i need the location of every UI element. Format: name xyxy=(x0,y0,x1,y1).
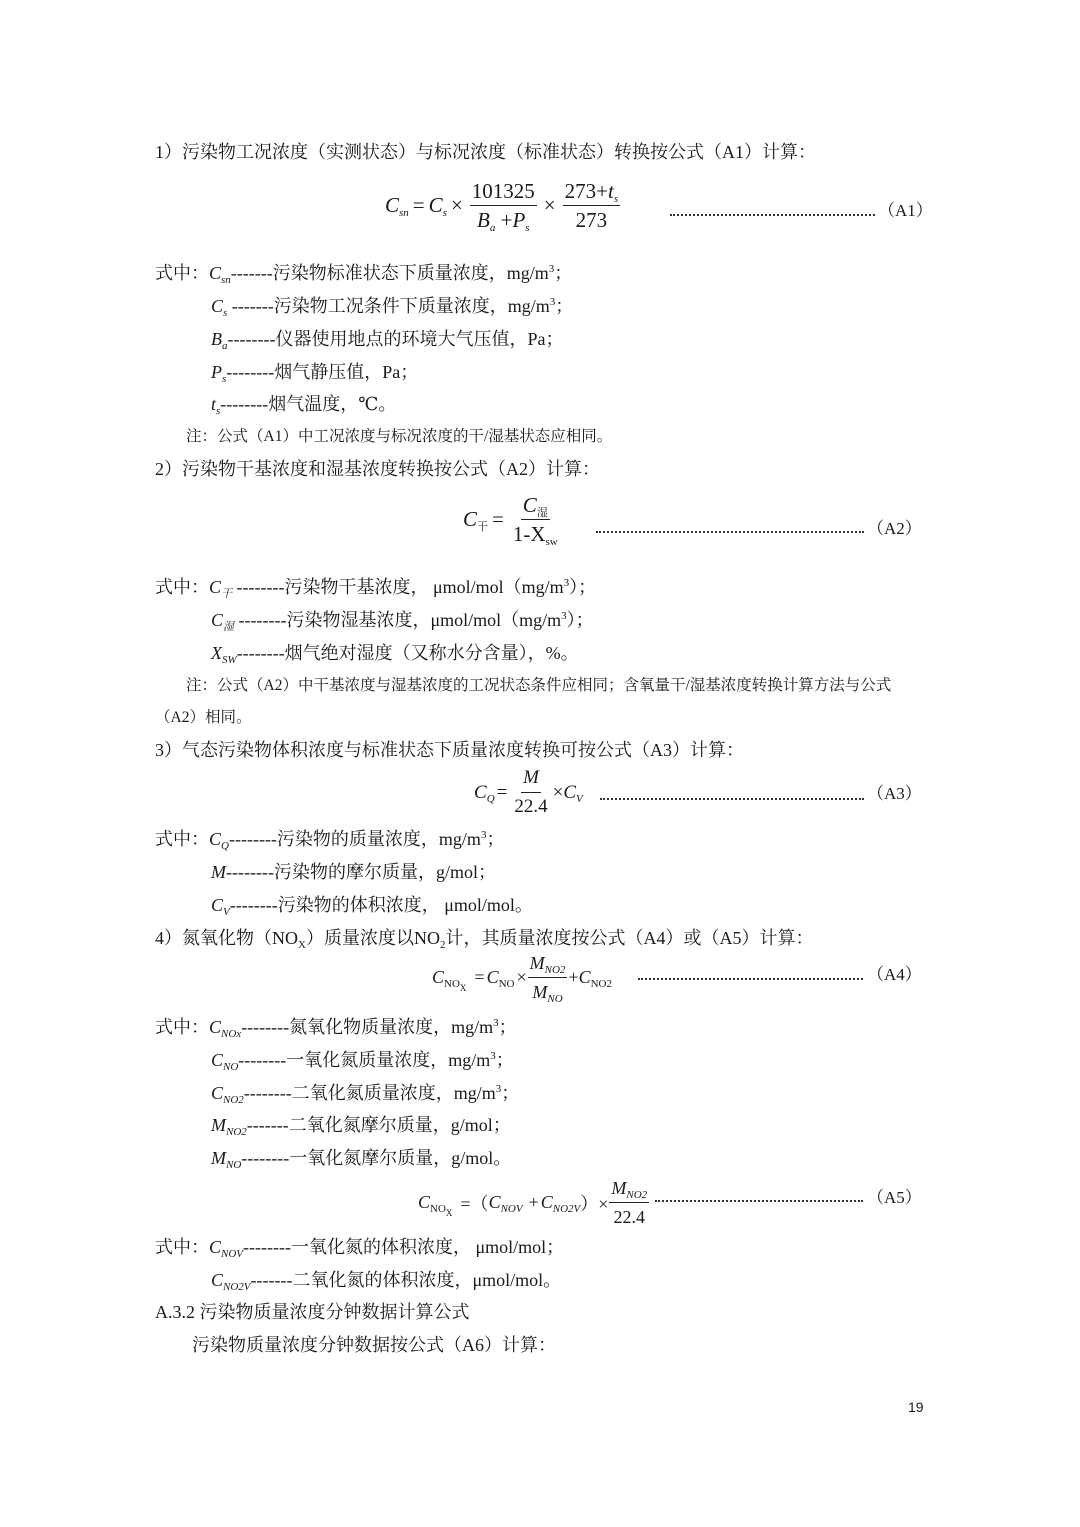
definition-line xyxy=(155,1235,564,1259)
subscript: s xyxy=(442,207,447,219)
subscript: X xyxy=(445,1208,453,1218)
symbol: C xyxy=(209,829,222,849)
dot-leader xyxy=(670,214,875,216)
text: 计，其质量浓度按公式（A4）或（A5）计算： xyxy=(445,928,814,948)
subscript: NO xyxy=(430,1203,446,1215)
definition-tail: ； xyxy=(554,263,573,283)
definition-tail: ； xyxy=(555,296,574,316)
superscript: 3 xyxy=(549,296,556,308)
symbol: C xyxy=(211,1050,224,1070)
subscript: a xyxy=(489,222,496,234)
symbol: t xyxy=(607,179,614,203)
operator: × xyxy=(552,781,564,803)
subscript: NO2 xyxy=(223,1094,244,1106)
definition-text: --------一氧化氮质量浓度，mg/m xyxy=(238,1050,491,1070)
superscript: 3 xyxy=(561,610,567,622)
symbol: C xyxy=(385,193,400,217)
subscript: X xyxy=(298,939,306,951)
prefix: 式中： xyxy=(155,577,209,597)
symbol: C xyxy=(428,193,443,217)
operator: × xyxy=(516,967,527,987)
symbol: X xyxy=(211,643,222,663)
definition-text: --------污染物的摩尔质量，g/mol； xyxy=(226,862,496,882)
subscript: NO xyxy=(226,1159,242,1171)
symbol: C xyxy=(211,895,224,915)
symbol: t xyxy=(211,394,217,414)
text: ）质量浓度以NO xyxy=(305,928,440,948)
denominator: 273 xyxy=(575,208,608,232)
fraction xyxy=(563,178,620,233)
operator: × xyxy=(543,193,556,217)
symbol: C xyxy=(209,1237,222,1257)
operator: + xyxy=(568,967,579,987)
definition-text: --------污染物的体积浓度， μmol/mol。 xyxy=(229,895,533,915)
definition-line xyxy=(155,575,596,599)
symbol: C xyxy=(563,781,577,803)
numerator xyxy=(609,1175,649,1203)
symbol: C xyxy=(432,967,445,987)
symbol: M xyxy=(211,1115,226,1135)
denominator: 22.4 xyxy=(613,1207,646,1227)
subscript: s xyxy=(222,373,227,385)
operator: × xyxy=(450,193,463,217)
definition-text: --------烟气温度，℃。 xyxy=(220,394,397,414)
note-a2-line2: （A2）相同。 xyxy=(155,709,252,726)
definition-text: --------一氧化氮摩尔质量，g/mol。 xyxy=(241,1148,512,1168)
section-4-heading xyxy=(155,926,813,950)
prefix: 式中： xyxy=(155,1017,209,1037)
subscript: 湿 xyxy=(223,621,235,633)
subscript: V xyxy=(576,792,583,805)
definition-line xyxy=(211,327,563,351)
symbol: P xyxy=(512,208,526,232)
equation-number: （A5） xyxy=(867,1188,922,1207)
fraction xyxy=(528,950,568,1005)
numerator xyxy=(521,492,550,520)
definition-tail: ）； xyxy=(569,577,597,597)
definition-text: -------二氧化氮摩尔质量，g/mol； xyxy=(246,1115,511,1135)
definition-line xyxy=(211,392,396,416)
definition-text: --------污染物湿基浓度，μmol/mol（mg/m xyxy=(234,610,562,630)
definition-line xyxy=(211,294,573,318)
operator: + xyxy=(528,1192,539,1212)
symbol: M xyxy=(211,1148,226,1168)
definition-tail: ； xyxy=(486,829,505,849)
operator: = xyxy=(474,967,485,987)
operator: ）× xyxy=(580,1193,609,1214)
superscript: 3 xyxy=(493,1017,499,1029)
subscript: Q xyxy=(221,840,229,852)
symbol: C xyxy=(209,577,222,597)
fraction xyxy=(470,178,537,233)
equation-number: （A2） xyxy=(867,519,922,538)
subscript: sw xyxy=(545,536,558,548)
definition-line xyxy=(155,1015,517,1039)
formula-a1 xyxy=(385,178,623,233)
symbol: C xyxy=(211,1270,224,1290)
prefix: 式中： xyxy=(155,829,209,849)
text: 1-X xyxy=(512,522,546,546)
definition-text: --------烟气绝对湿度（又称水分含量），%。 xyxy=(236,643,579,663)
superscript: 3 xyxy=(480,829,487,841)
symbol: M xyxy=(529,953,545,973)
formula-a4 xyxy=(432,950,612,1005)
subscript: NO xyxy=(498,978,515,990)
subscript: Q xyxy=(486,792,495,805)
symbol: B xyxy=(477,208,490,232)
symbol: P xyxy=(211,362,222,382)
denominator xyxy=(511,520,560,547)
subscript: NO xyxy=(444,978,460,990)
numerator: M xyxy=(521,765,541,793)
definition-text: --------仪器使用地点的环境大气压值，Pa； xyxy=(227,329,564,349)
definition-line xyxy=(211,1146,511,1170)
subscript: NO2 xyxy=(626,1189,648,1201)
definition-text: -------污染物标准状态下质量浓度，mg/m xyxy=(230,263,549,283)
subscript: NO xyxy=(223,1061,239,1073)
equation-number: （A4） xyxy=(867,965,922,984)
fraction xyxy=(511,492,560,547)
subscript: s xyxy=(216,405,221,417)
symbol: C xyxy=(209,1017,222,1037)
numerator xyxy=(528,950,568,978)
symbol: C xyxy=(578,967,591,987)
symbol: M xyxy=(532,982,548,1002)
definition-tail: ； xyxy=(498,1017,517,1037)
definition-tail: ； xyxy=(495,1050,514,1070)
definition-line xyxy=(211,608,594,632)
superscript: 3 xyxy=(548,263,555,275)
subscript: NO2 xyxy=(226,1126,247,1138)
subscript: NOV xyxy=(221,1248,244,1260)
section-a32-heading: A.3.2 污染物质量浓度分钟数据计算公式 xyxy=(155,1302,470,1322)
dot-leader xyxy=(596,531,864,533)
definition-line xyxy=(211,641,579,665)
definition-tail: ）； xyxy=(566,610,594,630)
formula-a3 xyxy=(474,765,583,820)
subscript: SW xyxy=(222,654,237,666)
operator: + xyxy=(500,208,513,232)
definition-line xyxy=(155,261,572,285)
section-1-heading: 1）污染物工况浓度（实测状态）与标况浓度（标准状态）转换按公式（A1）计算： xyxy=(155,142,816,162)
subscript: s xyxy=(223,307,228,319)
subscript: 干 xyxy=(221,588,233,600)
symbol: C xyxy=(463,507,478,531)
formula-a5 xyxy=(418,1175,650,1230)
page-number: 19 xyxy=(908,1399,924,1415)
definition-text: --------二氧化氮质量浓度，mg/m xyxy=(243,1083,496,1103)
subscript: NO2 xyxy=(544,964,566,976)
dot-leader xyxy=(638,978,863,980)
denominator xyxy=(530,978,564,1005)
subscript: NO2V xyxy=(223,1281,251,1293)
definition-line xyxy=(211,860,496,884)
denominator xyxy=(475,206,532,233)
dot-leader xyxy=(655,1200,863,1202)
definition-text: --------一氧化氮的体积浓度， μmol/mol； xyxy=(243,1237,565,1257)
definition-line xyxy=(211,893,533,917)
subscript: NO2V xyxy=(552,1203,581,1215)
subscript: NO xyxy=(547,993,563,1005)
note-a1: 注：公式（A1）中工况浓度与标况浓度的干/湿基状态应相同。 xyxy=(186,428,613,445)
definition-line xyxy=(211,1268,561,1292)
definition-line xyxy=(211,360,418,384)
symbol: C xyxy=(522,493,537,517)
superscript: 3 xyxy=(563,577,570,589)
symbol: C xyxy=(474,781,487,803)
formula-a2 xyxy=(463,492,563,547)
definition-line xyxy=(211,1113,511,1137)
symbol: M xyxy=(611,1178,627,1198)
dot-leader xyxy=(600,798,864,800)
equation-number: （A1） xyxy=(878,201,933,220)
superscript: 3 xyxy=(490,1050,496,1062)
symbol: B xyxy=(211,329,222,349)
definition-text: --------氮氧化物质量浓度，mg/m xyxy=(241,1017,494,1037)
symbol: M xyxy=(211,862,226,882)
symbol: C xyxy=(211,1083,224,1103)
subscript: 2 xyxy=(439,939,446,951)
symbol: C xyxy=(418,1192,431,1212)
fraction xyxy=(609,1175,649,1230)
subscript: a xyxy=(222,340,228,352)
definition-line xyxy=(211,1048,514,1072)
text: 273+ xyxy=(564,179,608,203)
subscript: NOx xyxy=(221,1028,242,1040)
subscript: sn xyxy=(221,274,231,286)
subscript: V xyxy=(223,906,230,918)
subscript: 干 xyxy=(477,521,489,533)
equation-number: （A3） xyxy=(867,784,922,803)
symbol: C xyxy=(211,296,224,316)
text: 4）氮氧化物（NO xyxy=(155,928,298,948)
subscript: 湿 xyxy=(536,507,548,519)
definition-text: --------污染物的质量浓度，mg/m xyxy=(228,829,481,849)
definition-text: -------二氧化氮的体积浓度，μmol/mol。 xyxy=(250,1270,562,1290)
operator: = xyxy=(492,507,504,531)
section-2-heading: 2）污染物干基浓度和湿基浓度转换按公式（A2）计算： xyxy=(155,459,600,479)
superscript: 3 xyxy=(495,1083,502,1095)
prefix: 式中： xyxy=(155,263,209,283)
denominator: 22.4 xyxy=(514,796,548,817)
definition-tail: ； xyxy=(501,1083,520,1103)
symbol: C xyxy=(486,967,499,987)
definition-text: --------污染物干基浓度， μmol/mol（mg/m xyxy=(232,577,564,597)
definition-line xyxy=(155,827,504,851)
symbol: C xyxy=(540,1192,553,1212)
section-a32-text: 污染物质量浓度分钟数据按公式（A6）计算： xyxy=(192,1335,556,1355)
subscript: s xyxy=(525,222,530,234)
definition-text: --------烟气静压值，Pa； xyxy=(226,362,419,382)
operator: = xyxy=(412,193,425,217)
definition-line xyxy=(211,1081,519,1105)
operator: =（ xyxy=(460,1193,489,1214)
subscript: s xyxy=(613,193,619,205)
subscript: NOV xyxy=(500,1203,523,1215)
section-3-heading: 3）气态污染物体积浓度与标准状态下质量浓度转换可按公式（A3）计算： xyxy=(155,740,744,760)
numerator xyxy=(563,178,620,206)
symbol: C xyxy=(211,610,224,630)
prefix: 式中： xyxy=(155,1237,209,1257)
subscript: NO2 xyxy=(590,978,612,990)
operator: = xyxy=(496,781,508,803)
fraction xyxy=(512,765,549,820)
subscript: X xyxy=(459,983,467,993)
symbol: C xyxy=(488,1192,501,1212)
subscript: sn xyxy=(399,207,409,219)
numerator: 101325 xyxy=(470,178,537,206)
symbol: C xyxy=(209,263,222,283)
note-a2-line1: 注：公式（A2）中干基浓度与湿基浓度的工况状态条件应相同；含氧量干/湿基浓度转换计算方法与公式 xyxy=(186,677,892,694)
definition-text: -------污染物工况条件下质量浓度，mg/m xyxy=(227,296,550,316)
